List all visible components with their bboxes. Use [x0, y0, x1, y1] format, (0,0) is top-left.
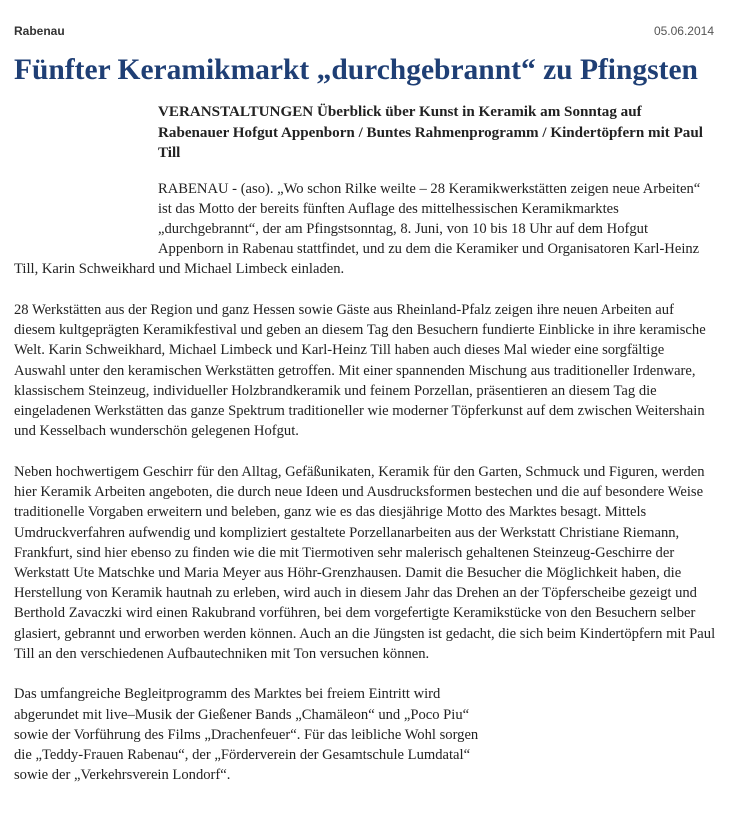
article-headline: Fünfter Keramikmarkt „durchgebrannt“ zu Pfingsten [14, 54, 698, 86]
article-paragraph-4: Das umfangreiche Begleitprogramm des Marktes bei freiem Eintritt wird abgerundet mit live–Musik der Gießener Bands „Chamäleon“ und „Poco Piu“ sowie der Vorführung des Films „Drachenfeuer“. Für das leibliche Wohl sorgen die „Teddy-Frauen Rabenau“, der „Förderverein der Gesamtschule Lumdatal“ sowie der „Verkehrsverein Londorf“. [14, 686, 479, 784]
publish-date: 05.06.2014 [653, 24, 714, 38]
article-paragraph-3: Neben hochwertigem Geschirr für den Alltag, Gefäßunikaten, Keramik für den Garten, Schmuck und Figuren, werden hier Keramik Arbeiten angeboten, die durch neue Ideen und Ausdrucksformen bestechen und die auf besondere Weise traditionelle Vorgaben erweitern und beleben, ganz wie es das diesjährige Motto des Marktes besagt. Mittels Umdruckverfahren aufwendig und kompliziert gestaltete Porzellanarbeiten aus der Werkstatt Christiane Riemann, Frankfurt, sind hier ebenso zu finden wie die mit Tiermotiven sehr malerisch gehaltenen Steinzeug-Geschirre der Werkstatt Ute Matschke und Maria Meyer aus Höhr-Grenzhausen. Damit die Besucher die Möglichkeit haben, die Herstellung von Keramik hautnah zu erleben, wird auch in diesem Jahr das Drehen an der Töpferscheibe gezeigt und Berthold Zavaczki wird einen Rakubrand vorführen, bei dem vorgefertigte Keramikstücke von den Besuchern selber glasiert, gebrannt und erworben werden können. Auch an die Jüngsten ist gedacht, die sich beim Kindertöpfern mit Paul Till an den verschiedenen Aufbautechniken mit Ton versuchen können. [14, 463, 716, 662]
article-body [14, 102, 716, 785]
article-meta-bar [14, 24, 714, 40]
article-paragraph-1: RABENAU - (aso). „Wo schon Rilke weilte – 28 Keramikwerkstätten zeigen neue Arbeiten“ ist das Motto der bereits fünften Auflage des mittelhessischen Keramikmarktes „durchgebrannt“, der am Pfingstsonntag, 8. Juni, von 10 bis 18 Uhr auf dem Hofgut Appenborn in Rabenau stattfindet, und zu dem die Keramiker und Organisatoren Karl-Heinz Till, Karin Schweikhard und Michael Limbeck einladen. [14, 180, 701, 278]
image-placeholder-space [14, 179, 158, 259]
location-label: Rabenau [14, 24, 65, 38]
article-teaser: VERANSTALTUNGEN Überblick über Kunst in Keramik am Sonntag auf Rabenauer Hofgut Appenborn / Buntes Rahmenprogramm / Kindertöpfern mit Paul Till [158, 104, 703, 161]
article-paragraph-2: 28 Werkstätten aus der Region und ganz Hessen sowie Gäste aus Rheinland-Pfalz zeigen ihre neuen Arbeiten auf diesem kultgeprägten Keramikfestival und geben an diesem Tag den Besuchern fundierte Einblicke in ihre keramische Welt. Karin Schweikhard, Michael Limbeck und Karl-Heinz Till haben auch dieses Mal wieder eine sorgfältige Auswahl unter den keramischen Werkstätten getroffen. Mit einer spannenden Mischung aus traditioneller Irdenware, klassischem Steinzeug, individueller Holzbrandkeramik und feinem Porzellan, präsentieren an diesem Tag die eingeladenen Werkstätten das ganze Spektrum traditioneller wie moderner Töpferkunst auf dem zwischen Weitershain und Kesselbach wunderschön gelegenen Hofgut. [14, 302, 706, 440]
